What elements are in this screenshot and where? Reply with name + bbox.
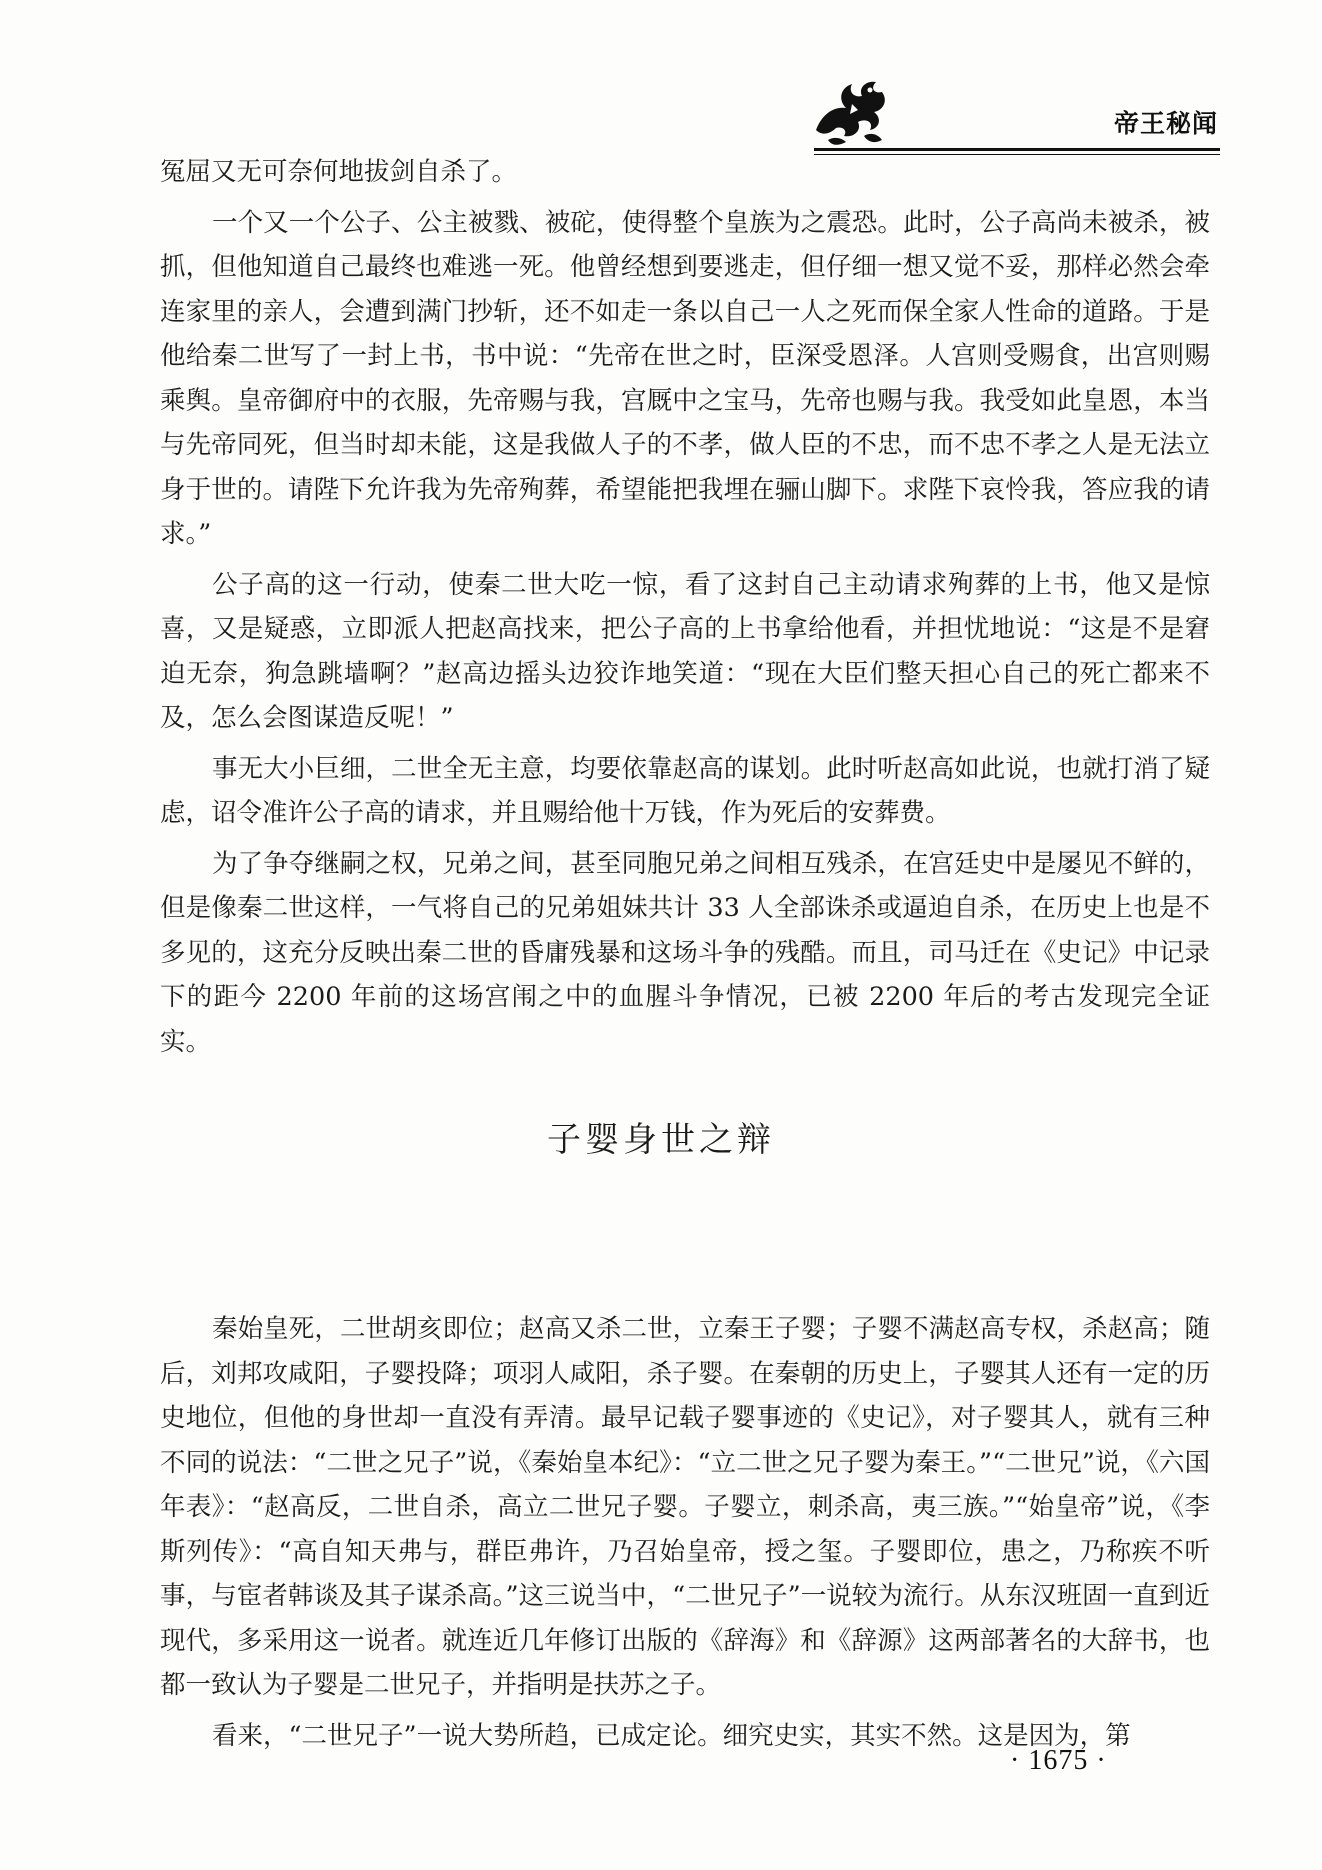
paragraph: 为了争夺继嗣之权，兄弟之间，甚至同胞兄弟之间相互残杀，在宫廷史中是屡见不鲜的，但是像秦二世这样，一气将自己的兄弟姐妹共计 33 人全部诛杀或逼迫自杀，在历史上也是不多见的，这充分反映出秦二世的昏庸残暴和这场斗争的残酷。而且，司马迁在《史记》中记录下的距今 2200 年前的这场宫闱之中的血腥斗争情况，已被 2200 年后的考古发现完全证实。	[160, 848, 1210, 1057]
running-header	[808, 70, 1220, 154]
body-text-top	[160, 150, 1210, 1064]
header-title: 帝王秘闻	[1113, 109, 1218, 138]
page-number: · 1675 ·	[1010, 1745, 1107, 1776]
paragraph: 冤屈又无可奈何地拔剑自杀了。	[160, 157, 518, 187]
dragon-icon	[808, 70, 898, 150]
section-title: 子婴身世之辩	[547, 1120, 775, 1160]
paragraph: 公子高的这一行动，使秦二世大吃一惊，看了这封自己主动请求殉葬的上书，他又是惊喜，又是疑惑，立即派人把赵高找来，把公子高的上书拿给他看，并担忧地说：“这是不是窘迫无奈，狗急跳墙啊？”赵高边摇头边狡诈地笑道：“现在大臣们整天担心自己的死亡都来不及，怎么会图谋造反呢！”	[160, 569, 1210, 733]
body-text-bottom	[160, 1307, 1210, 1758]
paragraph: 秦始皇死，二世胡亥即位；赵高又杀二世，立秦王子婴；子婴不满赵高专权，杀赵高；随后，刘邦攻咸阳，子婴投降；项羽人咸阳，杀子婴。在秦朝的历史上，子婴其人还有一定的历史地位，但他的身世却一直没有弄清。最早记载子婴事迹的《史记》，对子婴其人，就有三种不同的说法：“二世之兄子”说，《秦始皇本纪》：“立二世之兄子婴为秦王。”“二世兄”说，《六国年表》：“赵高反，二世自杀，高立二世兄子婴。子婴立，刺杀高，夷三族。”“始皇帝”说，《李斯列传》：“高自知天弗与，群臣弗许，乃召始皇帝，授之玺。子婴即位，患之，乃称疾不听事，与宦者韩谈及其子谋杀高。”这三说当中，“二世兄子”一说较为流行。从东汉班固一直到近现代，多采用这一说者。就连近几年修订出版的《辞海》和《辞源》这两部著名的大辞书，也都一致认为子婴是二世兄子，并指明是扶苏之子。	[160, 1314, 1210, 1700]
paragraph: 看来，“二世兄子”一说大势所趋，已成定论。细究史实，其实不然。这是因为，第	[212, 1720, 1131, 1751]
paragraph: 一个又一个公子、公主被戮、被砣，使得整个皇族为之震恐。此时，公子高尚未被杀，被抓，但他知道自己最终也难逃一死。他曾经想到要逃走，但仔细一想又觉不妥，那样必然会牵连家里的亲人，会遭到满门抄斩，还不如走一条以自己一人之死而保全家人性命的道路。于是他给秦二世写了一封上书，书中说：“先帝在世之时，臣深受恩泽。人宫则受赐食，出宫则赐乘舆。皇帝御府中的衣服，先帝赐与我，宫厩中之宝马，先帝也赐与我。我受如此皇恩，本当与先帝同死，但当时却未能，这是我做人子的不孝，做人臣的不忠，而不忠不孝之人是无法立身于世的。请陛下允许我为先帝殉葬，希望能把我埋在骊山脚下。求陛下哀怜我，答应我的请求。”	[160, 207, 1210, 549]
paragraph: 事无大小巨细，二世全无主意，均要依靠赵高的谋划。此时听赵高如此说，也就打消了疑虑，诏令准许公子高的请求，并且赐给他十万钱，作为死后的安葬费。	[160, 753, 1210, 828]
